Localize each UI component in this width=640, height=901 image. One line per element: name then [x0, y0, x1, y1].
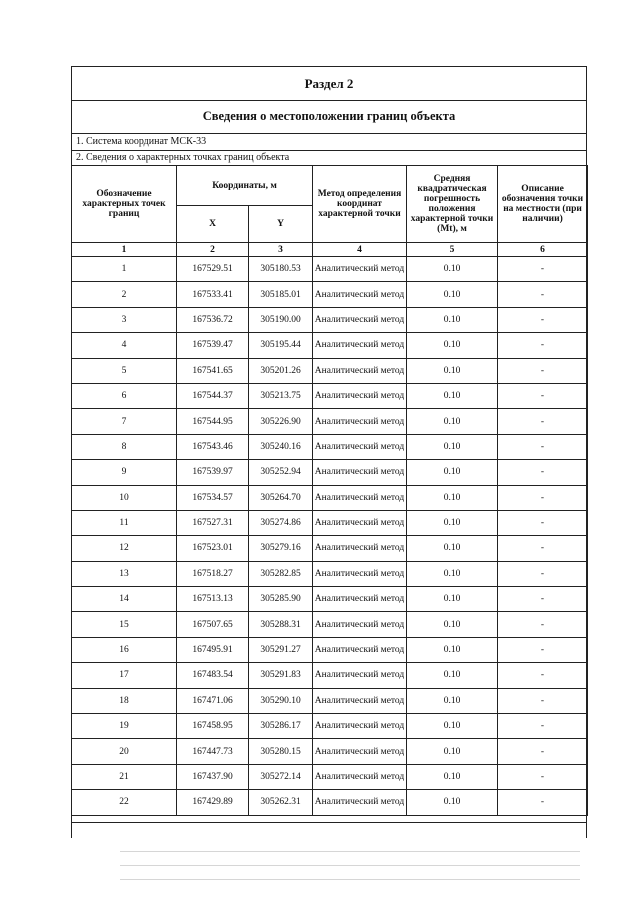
error-cell: 0.10	[407, 612, 498, 637]
column-number: 1	[72, 243, 177, 257]
description-cell: -	[498, 485, 588, 510]
point-number: 2	[72, 282, 177, 307]
coord-y: 305280.15	[249, 739, 313, 764]
error-cell: 0.10	[407, 257, 498, 282]
method-cell: Аналитический метод	[313, 536, 407, 561]
coord-y: 305286.17	[249, 714, 313, 739]
description-cell: -	[498, 587, 588, 612]
points-table-body	[72, 257, 588, 816]
coordinate-system-line: 1. Система координат МСК-33	[72, 133, 586, 151]
error-cell: 0.10	[407, 688, 498, 713]
coord-x: 167495.91	[177, 637, 249, 662]
method-cell: Аналитический метод	[313, 282, 407, 307]
coord-y: 305272.14	[249, 764, 313, 789]
table-row	[72, 790, 588, 815]
column-number: 5	[407, 243, 498, 257]
coord-x: 167534.57	[177, 485, 249, 510]
table-row	[72, 612, 588, 637]
header-x: X	[177, 206, 249, 243]
table-row	[72, 714, 588, 739]
description-cell: -	[498, 739, 588, 764]
section-title: Раздел 2	[72, 67, 586, 101]
description-cell: -	[498, 409, 588, 434]
table-row	[72, 434, 588, 459]
error-cell: 0.10	[407, 764, 498, 789]
coord-x: 167541.65	[177, 358, 249, 383]
point-number: 22	[72, 790, 177, 815]
method-cell: Аналитический метод	[313, 358, 407, 383]
error-cell: 0.10	[407, 714, 498, 739]
table-row	[72, 257, 588, 282]
description-cell: -	[498, 764, 588, 789]
method-cell: Аналитический метод	[313, 257, 407, 282]
point-number: 14	[72, 587, 177, 612]
header-method: Метод определения координат характерной точки	[313, 166, 407, 243]
description-cell: -	[498, 434, 588, 459]
method-cell: Аналитический метод	[313, 714, 407, 739]
table-row	[72, 358, 588, 383]
description-cell: -	[498, 257, 588, 282]
method-cell: Аналитический метод	[313, 434, 407, 459]
coord-y: 305201.26	[249, 358, 313, 383]
header-error: Средняя квадратическая погрешность положения характерной точки (Mt), м	[407, 166, 498, 243]
error-cell: 0.10	[407, 637, 498, 662]
coord-x: 167539.97	[177, 460, 249, 485]
table-row	[72, 485, 588, 510]
coord-y: 305185.01	[249, 282, 313, 307]
table-row	[72, 510, 588, 535]
error-cell: 0.10	[407, 434, 498, 459]
coord-x: 167437.90	[177, 764, 249, 789]
error-cell: 0.10	[407, 561, 498, 586]
coord-y: 305262.31	[249, 790, 313, 815]
method-cell: Аналитический метод	[313, 485, 407, 510]
point-number: 11	[72, 510, 177, 535]
point-number: 15	[72, 612, 177, 637]
error-cell: 0.10	[407, 536, 498, 561]
description-cell: -	[498, 612, 588, 637]
description-cell: -	[498, 637, 588, 662]
header-coordinates: Координаты, м	[177, 166, 313, 206]
method-cell: Аналитический метод	[313, 510, 407, 535]
error-cell: 0.10	[407, 485, 498, 510]
method-cell: Аналитический метод	[313, 739, 407, 764]
coord-y: 305180.53	[249, 257, 313, 282]
table-row	[72, 688, 588, 713]
table-row	[72, 307, 588, 332]
coord-x: 167458.95	[177, 714, 249, 739]
point-number: 9	[72, 460, 177, 485]
table-row	[72, 764, 588, 789]
table-row	[72, 460, 588, 485]
coord-y: 305264.70	[249, 485, 313, 510]
coord-x: 167513.13	[177, 587, 249, 612]
error-cell: 0.10	[407, 358, 498, 383]
description-cell: -	[498, 510, 588, 535]
coord-y: 305226.90	[249, 409, 313, 434]
table-row	[72, 587, 588, 612]
coord-y: 305285.90	[249, 587, 313, 612]
error-cell: 0.10	[407, 460, 498, 485]
coord-x: 167429.89	[177, 790, 249, 815]
error-cell: 0.10	[407, 663, 498, 688]
coord-x: 167544.95	[177, 409, 249, 434]
coord-x: 167471.06	[177, 688, 249, 713]
point-number: 3	[72, 307, 177, 332]
column-numbers-row	[72, 243, 588, 257]
coord-x: 167518.27	[177, 561, 249, 586]
method-cell: Аналитический метод	[313, 688, 407, 713]
table-row	[72, 409, 588, 434]
table-row	[72, 383, 588, 408]
table-row	[72, 282, 588, 307]
description-cell: -	[498, 663, 588, 688]
point-number: 5	[72, 358, 177, 383]
point-number: 6	[72, 383, 177, 408]
description-cell: -	[498, 688, 588, 713]
description-cell: -	[498, 460, 588, 485]
points-table	[71, 165, 588, 816]
point-number: 7	[72, 409, 177, 434]
table-row	[72, 561, 588, 586]
method-cell: Аналитический метод	[313, 561, 407, 586]
coord-x: 167529.51	[177, 257, 249, 282]
error-cell: 0.10	[407, 383, 498, 408]
description-cell: -	[498, 790, 588, 815]
faint-background-lines	[120, 845, 590, 890]
point-number: 10	[72, 485, 177, 510]
coord-x: 167507.65	[177, 612, 249, 637]
point-number: 13	[72, 561, 177, 586]
method-cell: Аналитический метод	[313, 764, 407, 789]
column-number: 4	[313, 243, 407, 257]
error-cell: 0.10	[407, 282, 498, 307]
coord-y: 305282.85	[249, 561, 313, 586]
description-cell: -	[498, 714, 588, 739]
coord-x: 167536.72	[177, 307, 249, 332]
coord-x: 167483.54	[177, 663, 249, 688]
table-row	[72, 536, 588, 561]
point-number: 4	[72, 333, 177, 358]
error-cell: 0.10	[407, 587, 498, 612]
column-number: 2	[177, 243, 249, 257]
coord-y: 305288.31	[249, 612, 313, 637]
coord-y: 305190.00	[249, 307, 313, 332]
method-cell: Аналитический метод	[313, 637, 407, 662]
coord-y: 305290.10	[249, 688, 313, 713]
table-row	[72, 637, 588, 662]
error-cell: 0.10	[407, 333, 498, 358]
points-info-line: 2. Сведения о характерных точках границ объекта	[76, 152, 290, 163]
description-cell: -	[498, 358, 588, 383]
method-cell: Аналитический метод	[313, 383, 407, 408]
column-number: 6	[498, 243, 588, 257]
coord-y: 305279.16	[249, 536, 313, 561]
method-cell: Аналитический метод	[313, 790, 407, 815]
coord-x: 167447.73	[177, 739, 249, 764]
description-cell: -	[498, 536, 588, 561]
table-row	[72, 739, 588, 764]
coord-y: 305195.44	[249, 333, 313, 358]
method-cell: Аналитический метод	[313, 307, 407, 332]
method-cell: Аналитический метод	[313, 663, 407, 688]
error-cell: 0.10	[407, 739, 498, 764]
description-cell: -	[498, 307, 588, 332]
point-number: 16	[72, 637, 177, 662]
point-number: 19	[72, 714, 177, 739]
description-cell: -	[498, 282, 588, 307]
coord-y: 305240.16	[249, 434, 313, 459]
header-designation: Обозначение характерных точек границ	[72, 166, 177, 243]
coord-y: 305252.94	[249, 460, 313, 485]
error-cell: 0.10	[407, 307, 498, 332]
coord-y: 305274.86	[249, 510, 313, 535]
coord-x: 167533.41	[177, 282, 249, 307]
coord-x: 167527.31	[177, 510, 249, 535]
point-number: 12	[72, 536, 177, 561]
coord-x: 167539.47	[177, 333, 249, 358]
error-cell: 0.10	[407, 790, 498, 815]
coord-y: 305291.83	[249, 663, 313, 688]
table-bottom-border	[71, 822, 587, 839]
coord-y: 305291.27	[249, 637, 313, 662]
method-cell: Аналитический метод	[313, 612, 407, 637]
method-cell: Аналитический метод	[313, 460, 407, 485]
coord-y: 305213.75	[249, 383, 313, 408]
coord-x: 167544.37	[177, 383, 249, 408]
coord-x: 167543.46	[177, 434, 249, 459]
header-y: Y	[249, 206, 313, 243]
description-cell: -	[498, 333, 588, 358]
error-cell: 0.10	[407, 409, 498, 434]
error-cell: 0.10	[407, 510, 498, 535]
point-number: 1	[72, 257, 177, 282]
description-cell: -	[498, 561, 588, 586]
column-number: 3	[249, 243, 313, 257]
point-number: 17	[72, 663, 177, 688]
coord-x: 167523.01	[177, 536, 249, 561]
point-number: 20	[72, 739, 177, 764]
point-number: 21	[72, 764, 177, 789]
point-number: 18	[72, 688, 177, 713]
point-number: 8	[72, 434, 177, 459]
table-row	[72, 663, 588, 688]
method-cell: Аналитический метод	[313, 333, 407, 358]
method-cell: Аналитический метод	[313, 587, 407, 612]
table-row	[72, 333, 588, 358]
method-cell: Аналитический метод	[313, 409, 407, 434]
description-cell: -	[498, 383, 588, 408]
section-subtitle: Сведения о местоположении границ объекта	[72, 100, 586, 134]
header-description: Описание обозначения точки на местности (при наличии)	[498, 166, 588, 243]
